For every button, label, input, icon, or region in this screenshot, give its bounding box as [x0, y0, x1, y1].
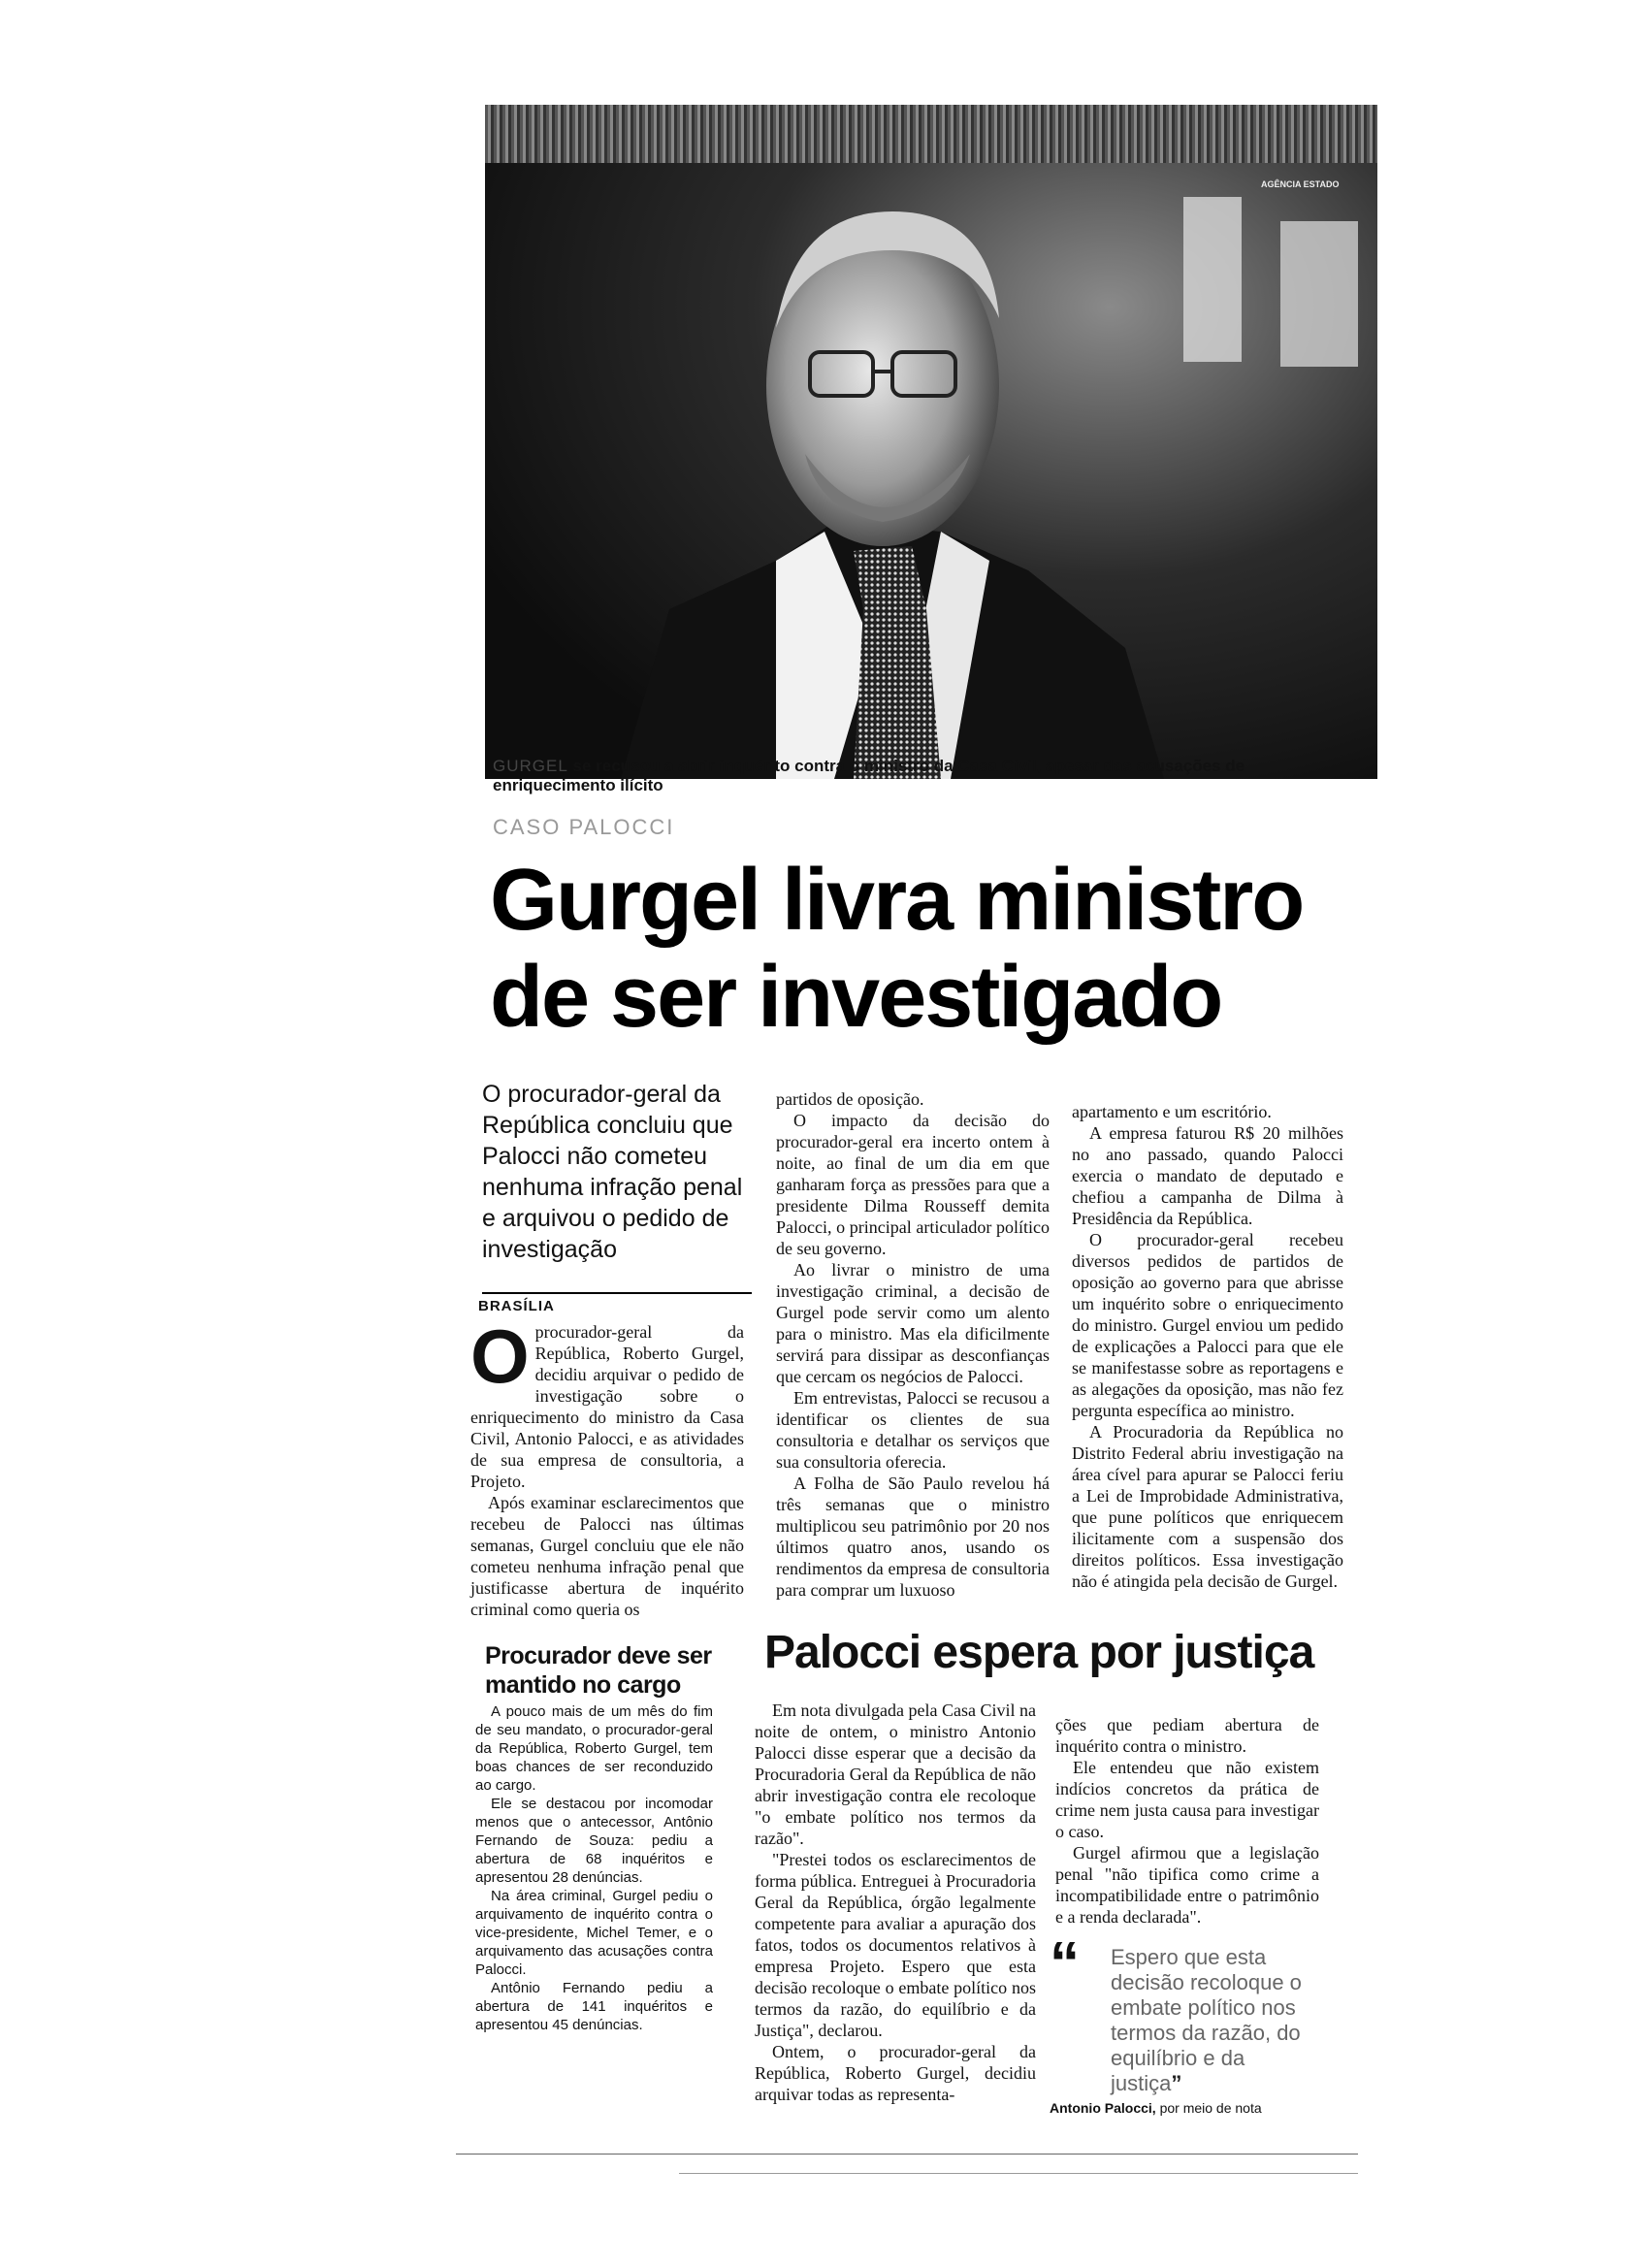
photo-caption — [493, 757, 1366, 795]
photo-credit: AGÊNCIA ESTADO — [1261, 179, 1340, 189]
article-paragraph: Em nota divulgada pela Casa Civil na noite de ontem, o ministro Antonio Palocci disse esperar que a decisão da Procuradoria Geral da República de não abrir investigação contra ele recoloque "o embate político nos termos da razão". — [755, 1701, 1036, 1848]
second-headline: Palocci espera por justiça — [764, 1627, 1314, 1678]
photo-top-texture — [485, 105, 1377, 163]
bottom-rule — [456, 2154, 1358, 2155]
second-story-column-2 — [1055, 1714, 1319, 1928]
attribution-name: Antonio Palocci, — [1050, 2100, 1156, 2116]
main-story-column-3 — [1072, 1101, 1343, 1592]
article-paragraph: Ao livrar o ministro de uma investigação criminal, a decisão de Gurgel pode servir como um alento para o ministro. Mas ela dificilmente servirá para dissipar as desconfianças que cercam os negócios de Palocci. — [776, 1260, 1050, 1386]
pull-quote — [1111, 1945, 1319, 2096]
pull-quote-text: Espero que esta decisão recoloque o embate político nos termos da razão, do equilíbrio e da justiça — [1111, 1945, 1302, 2095]
article-paragraph: O impacto da decisão do procurador-geral era incerto ontem à noite, ao final de um dia em que ganharam força as pressões para que a presidente Dilma Rousseff demita Palocci, o principal articulador político de seu governo. — [776, 1111, 1050, 1258]
bottom-rule-secondary — [679, 2173, 1358, 2174]
article-paragraph: Gurgel afirmou que a legislação penal "não tipifica como crime a incompatibilidade entre o patrimônio e a renda declarada". — [1055, 1843, 1319, 1927]
dek-rule — [482, 1292, 752, 1294]
section-kicker: CASO PALOCCI — [493, 815, 675, 839]
sidebar-paragraph: Antônio Fernando pediu a abertura de 141 inquéritos e apresentou 45 denúncias. — [475, 1980, 713, 2033]
article-paragraph: A Folha de São Paulo revelou há três semanas que o ministro multiplicou seu patrimônio por 20 nos últimos quatro anos, usando os rendimentos da empresa de consultoria para comprar um luxuoso — [776, 1474, 1050, 1600]
article-paragraph: ções que pediam abertura de inquérito contra o ministro. — [1055, 1715, 1319, 1756]
sidebar-headline: Procurador deve ser mantido no cargo — [485, 1642, 712, 1699]
second-story-column-1 — [755, 1700, 1036, 2105]
article-paragraph: partidos de oposição. — [776, 1089, 924, 1109]
article-paragraph: apartamento e um escritório. — [1072, 1102, 1272, 1121]
quote-attribution — [1050, 2100, 1262, 2116]
news-photo — [485, 105, 1377, 779]
sidebar-paragraph: A pouco mais de um mês do fim de seu mandato, o procurador-geral da República, Roberto Gurgel, tem boas chances de ser reconduzido ao cargo. — [475, 1703, 713, 1794]
dek: O procurador-geral da República concluiu que Palocci não cometeu nenhuma infração penal e arquivou o pedido de investigação — [482, 1081, 743, 1263]
article-paragraph: A empresa faturou R$ 20 milhões no ano passado, quando Palocci exercia o mandato de deputado e chefiou a campanha de Dilma à Presidência da República. — [1072, 1123, 1343, 1228]
article-paragraph: Em entrevistas, Palocci se recusou a identificar os clientes de sua consultoria e detalhar os serviços que sua consultoria oferecia. — [776, 1388, 1050, 1472]
article-paragraph: A Procuradoria da República no Distrito Federal abriu investigação na área cível para apurar se Palocci feriu a Lei de Improbidade Administrativa, que pune políticos que enriquecem ilicitamente com a suspensão dos direitos políticos. Essa investigação não é atingida pela decisão de Gurgel. — [1072, 1422, 1343, 1591]
open-quote-icon: “ — [1050, 1930, 1080, 1997]
article-paragraph: Após examinar esclarecimentos que recebeu de Palocci nas últimas semanas, Gurgel concluiu que ele não cometeu nenhuma infração penal que justificasse abertura de inquérito criminal como queria os — [470, 1493, 744, 1619]
article-paragraph: Ontem, o procurador-geral da República, Roberto Gurgel, decidiu arquivar todas as representa- — [755, 2042, 1036, 2104]
dateline: BRASÍLIA — [478, 1298, 555, 1314]
article-paragraph — [470, 1313, 744, 1492]
paragraph-text: procurador-geral da República, Roberto Gurgel, decidiu arquivar o pedido de investigação sobre o enriquecimento do ministro da Casa Civil, Antonio Palocci, e as atividades de sua empresa de consultoria, a Projeto. — [470, 1322, 744, 1491]
article-paragraph: O procurador-geral recebeu diversos pedidos de partidos de oposição ao governo para que abrisse um inquérito sobre o enriquecimento do ministro. Gurgel enviou um pedido de explicações a Palocci para que ele se manifestasse sobre as reportagens e as alegações da oposição, mas não fez pergunta específica ao ministro. — [1072, 1230, 1343, 1420]
article-paragraph: "Prestei todos os esclarecimentos de forma pública. Entreguei à Procuradoria Geral da República, órgão legalmente competente para avaliar a apuração dos fatos, todos os documentos relativos à empresa Projeto. Espero que esta decisão recoloque o embate político nos termos da razão, do equilíbrio e da Justiça", declarou. — [755, 1850, 1036, 2040]
main-story-column-1 — [470, 1313, 744, 1620]
article-paragraph: Ele entendeu que não existem indícios concretos da prática de crime nem justa causa para investigar o caso. — [1055, 1758, 1319, 1841]
sidebar-body — [475, 1702, 713, 2034]
photo-portrait-image — [485, 105, 1377, 779]
headline: Gurgel livra ministro de ser investigado — [490, 852, 1304, 1046]
caption-text: se recusou a abrir inquérito contra o ministro da Casa Civil, apesar das acusações de enriquecimento ilícito — [493, 757, 1245, 794]
close-quote-icon: ” — [1171, 2071, 1182, 2095]
sidebar-paragraph: Na área criminal, Gurgel pediu o arquivamento de inquérito contra o vice-presidente, Michel Temer, e o arquivamento das acusações contra Palocci. — [475, 1888, 713, 1978]
drop-cap: O — [470, 1313, 530, 1399]
sidebar-paragraph: Ele se destacou por incomodar menos que o antecessor, Antônio Fernando de Souza: pediu a abertura de 68 inquéritos e apresentou 28 denúncias. — [475, 1796, 713, 1886]
main-story-column-2 — [776, 1088, 1050, 1601]
attribution-detail: por meio de nota — [1159, 2100, 1262, 2116]
caption-lead: GURGEL — [493, 757, 568, 775]
